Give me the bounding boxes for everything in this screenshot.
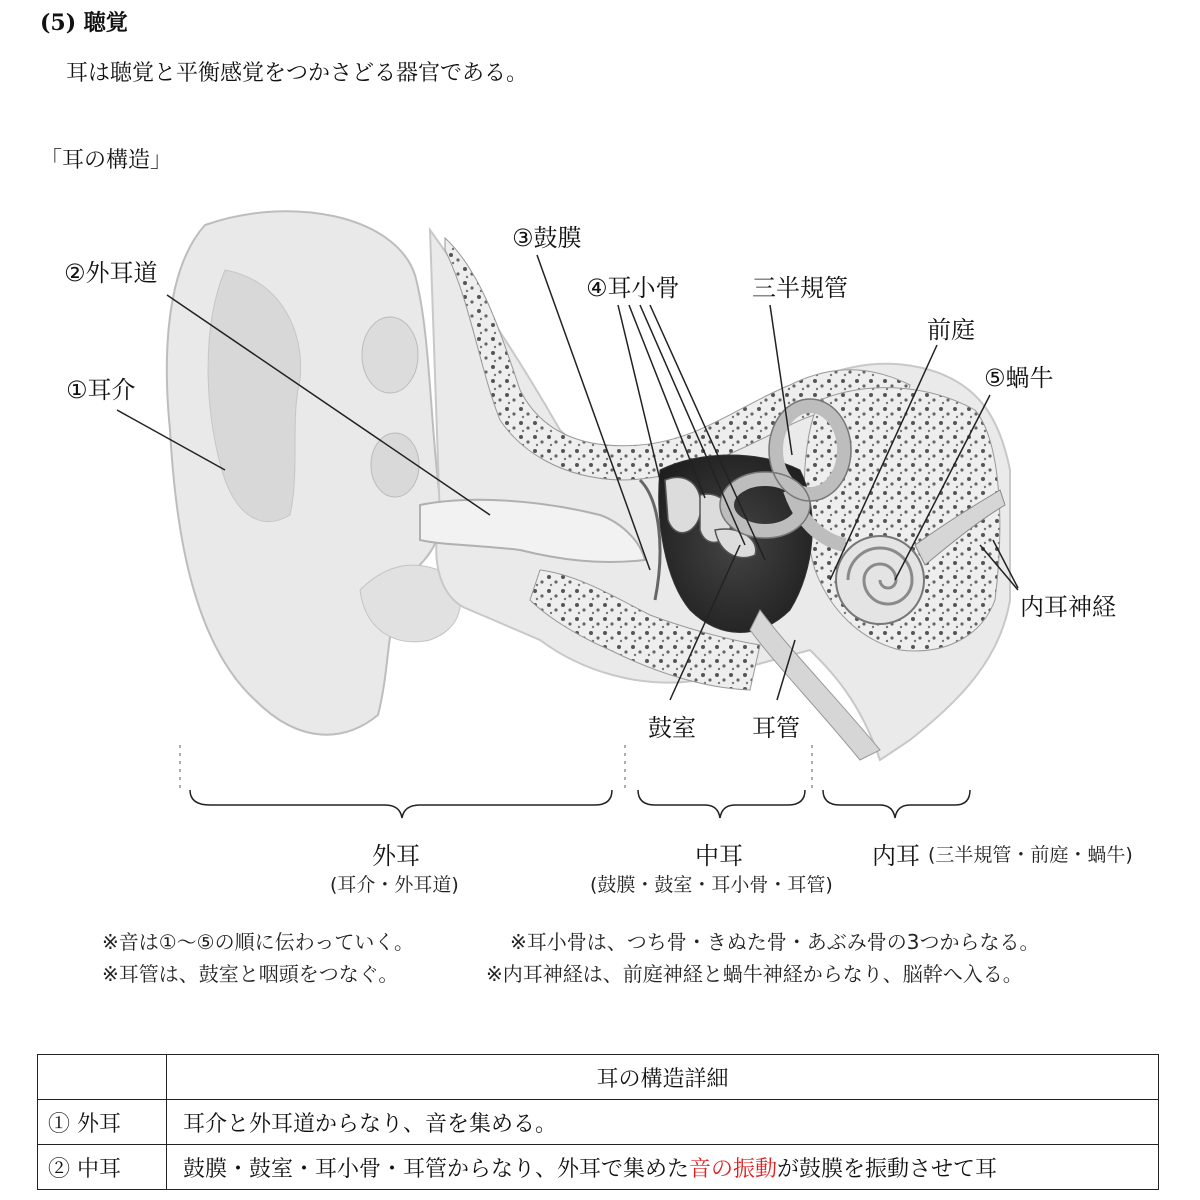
table-header-row	[38, 1055, 1159, 1100]
label-ear-canal: ②外耳道	[64, 259, 158, 287]
row-desc-outer-ear: 耳介と外耳道からなり、音を集める。	[167, 1100, 1159, 1145]
label-auricle: ①耳介	[66, 376, 136, 404]
label-eustachian-tube: 耳管	[752, 714, 800, 742]
label-tympanic-cavity: 鼓室	[648, 714, 696, 742]
section-middle-ear-sub: (鼓膜・鼓室・耳小骨・耳管)	[590, 874, 833, 896]
label-ossicles: ④耳小骨	[586, 274, 680, 302]
label-semicircular-canals: 三半規管	[752, 274, 848, 302]
label-cochlea: ⑤蝸牛	[984, 364, 1054, 392]
table-header-empty	[38, 1055, 167, 1100]
row-desc-middle-ear-after: が鼓膜を振動させて耳	[777, 1156, 998, 1182]
row-desc-middle-ear	[167, 1145, 1159, 1190]
section-inner-ear: 内耳	[872, 842, 920, 870]
note-sound-order: ※音は①〜⑤の順に伝わっていく。	[102, 930, 415, 954]
section-middle-ear: 中耳	[695, 842, 743, 870]
highlight-sound-vibration: 音の振動	[689, 1156, 778, 1182]
row-label-middle-ear: ② 中耳	[38, 1145, 167, 1190]
note-ossicles: ※耳小骨は、つち骨・きぬた骨・あぶみ骨の3つからなる。	[510, 930, 1040, 954]
table-row	[38, 1145, 1159, 1190]
section-heading: (5) 聴覚	[40, 10, 128, 36]
note-eustachian: ※耳管は、鼓室と咽頭をつなぐ。	[102, 962, 399, 986]
row-label-outer-ear: ① 外耳	[38, 1100, 167, 1145]
intro-text: 耳は聴覚と平衡感覚をつかさどる器官である。	[66, 61, 529, 86]
section-outer-ear: 外耳	[372, 842, 420, 870]
auricle-shape	[167, 211, 461, 734]
label-eardrum: ③鼓膜	[512, 224, 582, 252]
note-inner-nerve: ※内耳神経は、前庭神経と蝸牛神経からなり、脳幹へ入る。	[486, 962, 1023, 986]
section-inner-ear-sub: (三半規管・前庭・蝸牛)	[928, 844, 1133, 866]
table-header-title: 耳の構造詳細	[167, 1055, 1159, 1100]
label-inner-ear-nerve: 内耳神経	[1020, 593, 1116, 621]
row-desc-middle-ear-before: 鼓膜・鼓室・耳小骨・耳管からなり、外耳で集めた	[183, 1156, 690, 1182]
ear-structure-table	[37, 1054, 1159, 1190]
label-vestibule: 前庭	[927, 316, 975, 344]
section-outer-ear-sub: (耳介・外耳道)	[330, 874, 459, 896]
figure-title: 「耳の構造」	[40, 148, 173, 173]
table-row	[38, 1100, 1159, 1145]
